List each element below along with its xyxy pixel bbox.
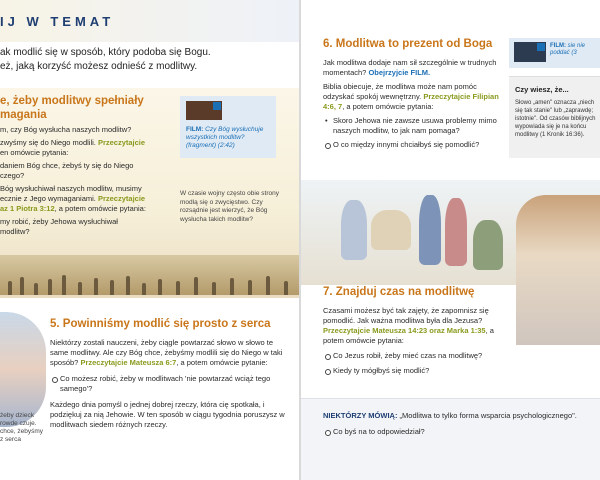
section-4-body [0, 125, 172, 240]
s6-p2 [323, 82, 503, 112]
section-6-body [323, 58, 503, 154]
s4-p5-text: my robić, żeby Jehowa wysłuchiwał [0, 217, 118, 226]
s7-p1-ref[interactable]: Przeczytajcie Mateusza 14:23 oraz Marka 1:35 [323, 326, 486, 335]
some-say-bullet: Co byś na to odpowiedział? [323, 427, 583, 437]
child-caption: żeby dzieck rowde czuje. chce, żebyśmy z serca [0, 412, 43, 443]
s7-p1 [323, 306, 513, 346]
s4-p3 [0, 161, 172, 181]
intro-text [0, 46, 290, 74]
video-thumbnail-6[interactable] [514, 42, 546, 62]
s7-bullet-2: Kiedy ty mógłbyś się modlić? [323, 366, 513, 376]
some-say-quote: „Modlitwa to tylko forma wsparcia psychologicznego". [399, 411, 577, 420]
some-say-label: NIEKTÓRZY MÓWIĄ: [323, 411, 398, 420]
did-you-know-text: Słowo „amen" oznacza „niech się tak stanie" lub „zaprawdę; istotnie". Od czasów biblijnych wypowiada się je na końcu modlitwy (1 Kronik 16:36). [515, 100, 596, 138]
intro-line-1: ak modlić się w sposób, który podoba się Bogu. [0, 47, 211, 58]
some-say-box [301, 398, 600, 480]
child-illustration [0, 312, 46, 427]
s6-p1 [323, 58, 503, 78]
section-7-title: 7. Znajduj czas na modlitwę [323, 286, 475, 298]
s7-bullet-1: Co Jezus robił, żeby mieć czas na modlitwę? [323, 351, 513, 361]
s6-p2-text: Biblia obiecuje, że modlitwa może nam pomóc odzyskać spokój wewnętrzny. [323, 82, 477, 101]
s5-bullet: Co możesz robić, żeby w modlitwach 'nie powtarzać wciąż tego samego'? [50, 374, 290, 394]
s6-film-link[interactable]: Obejrzyjcie FILM. [368, 68, 431, 77]
did-you-know-title: Czy wiesz, że... [515, 85, 569, 94]
s4-p1-text: m, czy Bóg wysłucha naszych modlitw? [0, 125, 132, 134]
s5-p1-ref[interactable]: Przeczytajcie Mateusza 6:7 [80, 358, 177, 367]
side-note-war: W czasie wojny często obie strony modlą się o zwycięstwo. Czy rozsądnie jest wierzyć, że Bóg wysłucha takich modlitw? [180, 190, 279, 223]
s6-p2-tail: , a potem omówcie pytania: [342, 102, 434, 111]
film-label: FILM: [186, 126, 204, 133]
some-say-text [323, 411, 593, 421]
film-duration: (2:42) [217, 142, 235, 149]
right-page [301, 0, 600, 480]
s7-p1-tail: , a potem omówcie pytania: [323, 326, 494, 345]
film-caption [186, 126, 272, 150]
s4-p2 [0, 138, 172, 158]
s4-p2-text: zwyśmy się do Niego modlili. [0, 138, 98, 147]
s7-p1-text: Czasami możesz być tak zajęty, że zapomnisz się pomodlić. Jak ważna modlitwa była dla Jezusa? [323, 306, 489, 325]
play-icon[interactable] [537, 43, 545, 51]
s4-p4 [0, 184, 172, 214]
intro-line-2: eż, jaką korzyść możesz odnieść z modlitwy. [0, 61, 198, 72]
s6-bullet-2: O co między innymi chciałbyś się pomodlić? [323, 140, 503, 150]
s6-p1-text: Jak modlitwa dodaje nam sił szczególnie w trudnych momentach? [323, 58, 497, 77]
woman-at-desk-illustration [516, 195, 600, 345]
s5-p1 [50, 338, 290, 368]
s6-bullet-1: • Skoro Jehowa nie zawsze usuwa problemy mimo naszych modlitw, to jak nam pomaga? [323, 116, 503, 136]
section-header-title: IJ W TEMAT [0, 14, 115, 29]
crowd-illustration [0, 255, 299, 295]
s4-p3-text: daniem Bóg chce, żebyś ty się do Niego [0, 161, 134, 170]
s4-p2-tail: en omówcie pytania: [0, 148, 69, 157]
s4-p2-ref[interactable]: Przeczytajcie [97, 138, 146, 147]
s4-p5 [0, 217, 172, 237]
film-caption-6 [550, 43, 600, 57]
section-7-body [323, 306, 513, 381]
film-box-section-4[interactable] [180, 96, 276, 158]
film-label-6: FILM: [550, 43, 566, 49]
s5-p1-text: Niektórzy zostali nauczeni, żeby ciągle powtarzać słowo w słowo te same modlitwy. Ale czy Bóg chce, żebyśmy modlili się do Niego w taki sposób? [50, 338, 283, 367]
section-4-title [0, 94, 176, 122]
did-you-know-box [509, 76, 600, 158]
section-4-title-line-1: e, żeby modlitwy spełniały [0, 95, 144, 107]
s4-p4-text: Bóg wysłuchiwał naszych modlitw, musimy [0, 184, 142, 193]
s4-p3-tail: czego? [0, 171, 25, 180]
s4-p4-tail2: ecznie z Jego wymaganiami. [0, 194, 98, 203]
left-page [0, 0, 299, 480]
s4-p4-tail: , a potem omówcie pytania: [54, 204, 146, 213]
film-box-section-6[interactable] [509, 38, 600, 68]
section-4-title-line-2: magania [0, 109, 47, 121]
s5-p2: Każdego dnia pomyśl o jednej dobrej rzeczy, która cię spotkała, i podziękuj za nią Jehowie. W ten sposób w ciągu tygodnia poruszysz w modlitwach siedem różnych rzeczy. [50, 400, 285, 429]
section-5-body [50, 338, 290, 436]
s4-p5-tail: modlitw? [0, 227, 30, 236]
s4-p4-ref2[interactable]: az 1 Piotra 3:12 [0, 204, 55, 213]
section-6-title: 6. Modlitwa to prezent od Boga [323, 38, 493, 50]
play-icon[interactable] [213, 102, 221, 110]
film-title-6[interactable]: sie nie poddać (3 [550, 43, 586, 56]
s4-p4-ref[interactable]: Przeczytajcie [97, 194, 146, 203]
film-title[interactable]: Czy Bóg wysłuchuje wszystkich modlitw? (fragment) [186, 126, 264, 149]
s6-p2-ref[interactable]: Przeczytajcie Filipian 4:6, 7 [323, 92, 499, 111]
section-5-title: 5. Powinniśmy modlić się prosto z serca [50, 318, 271, 330]
s5-p1-tail: , a potem omówcie pytanie: [176, 358, 268, 367]
s4-p1 [0, 125, 172, 135]
video-thumbnail[interactable] [186, 101, 222, 120]
